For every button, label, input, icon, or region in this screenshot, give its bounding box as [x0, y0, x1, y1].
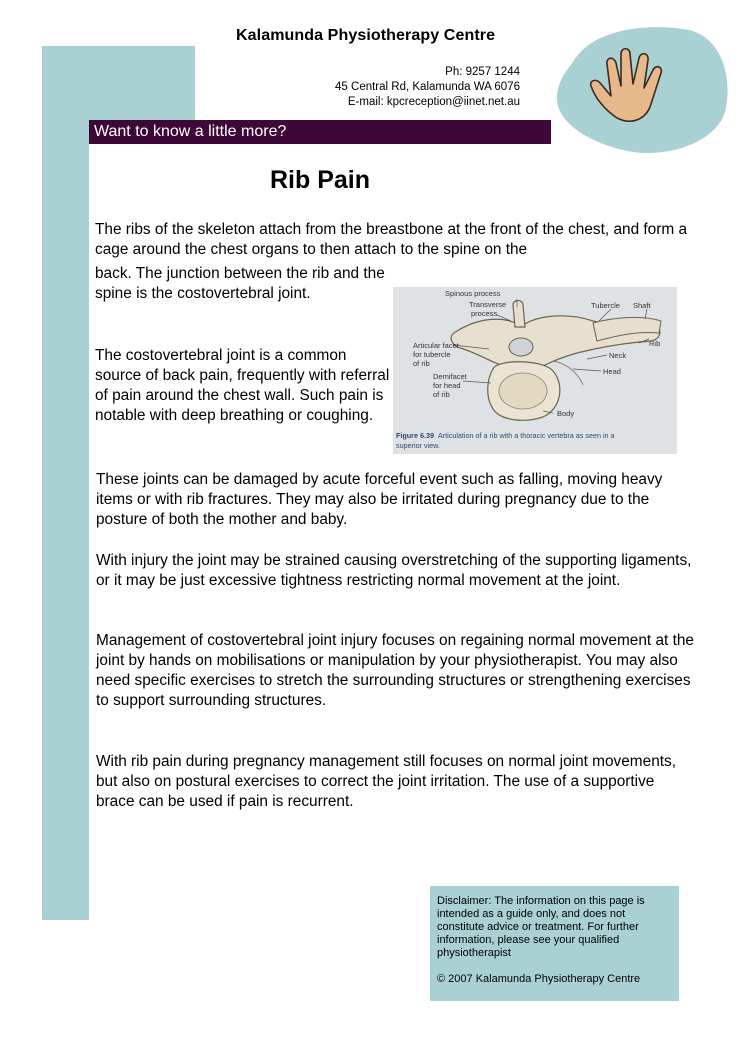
- disclaimer-text: Disclaimer: The information on this page is intended as a guide only, and does not constitute advice or treatment. For further information, please see your qualified physiotherapist: [437, 895, 645, 959]
- svg-text:Figure 6.39Articulation of a r: [396, 431, 615, 440]
- address: 45 Central Rd, Kalamunda WA 6076: [335, 81, 520, 93]
- paragraph-management: Management of costovertebral joint injury focuses on regaining normal movement at the joint by hands on mobilisations or manipulation by your physiotherapist. You may also need specific exercises to stretch the surrounding structures or strengthening exercises to support surrounding structures.: [96, 632, 694, 709]
- label-spinous-process: Spinous process: [445, 289, 501, 298]
- label-head: Head: [603, 367, 621, 376]
- disclaimer-box: [430, 886, 679, 1001]
- top-accent-block: [42, 46, 195, 120]
- label-transverse-1: Transverse: [469, 300, 507, 309]
- label-shaft: Shaft: [633, 301, 651, 310]
- paragraph-pregnancy: With rib pain during pregnancy management still focuses on normal joint movements, but also on postural exercises to correct the joint irritation. The use of a supportive brace can be used if pain is recurrent.: [96, 753, 676, 810]
- figure-caption-number: Figure 6.39: [396, 431, 434, 440]
- label-demifacet-2: for head: [433, 381, 461, 390]
- copyright: © 2007 Kalamunda Physiotherapy Centre: [437, 973, 641, 985]
- label-demifacet-3: of rib: [433, 390, 450, 399]
- label-demifacet-1: Demifacet: [433, 372, 467, 381]
- intro-paragraph: The ribs of the skeleton attach from the breastbone at the front of the chest, and form a cage around the chest organs to then attach to the spine on the: [95, 221, 688, 258]
- label-body: Body: [557, 409, 575, 418]
- figure-caption-text-2: superior view.: [396, 441, 440, 450]
- figure-caption-text: Articulation of a rib with a thoracic vertebra as seen in a: [437, 431, 615, 440]
- paragraph-damage: These joints can be damaged by acute forceful event such as falling, moving heavy items or with rib fractures. They may also be irritated during pregnancy due to the posture of both the mother and baby.: [96, 471, 663, 528]
- hand-logo: [553, 20, 731, 156]
- label-articular-1: Articular facet: [413, 341, 459, 350]
- label-articular-3: of rib: [413, 359, 430, 368]
- vertebra-illustration: [451, 301, 661, 421]
- paragraph-costovertebral: The costovertebral joint is a common source of back pain, frequently with referral of pain around the chest wall. Such pain is notable with deep breathing or coughing.: [95, 347, 390, 424]
- hand-icon: [553, 20, 731, 156]
- paragraph-injury: With injury the joint may be strained causing overstretching of the supporting ligaments, or it may be just excessive tightness restricting normal movement at the joint.: [96, 552, 692, 589]
- phone: Ph: 9257 1244: [445, 66, 520, 78]
- label-neck: Neck: [609, 351, 627, 360]
- clinic-name: Kalamunda Physiotherapy Centre: [236, 27, 496, 44]
- paragraph-junction: back. The junction between the rib and the spine is the costovertebral joint.: [95, 265, 385, 302]
- label-articular-2: for tubercle: [413, 350, 451, 359]
- email: E-mail: kpcreception@iinet.net.au: [347, 96, 520, 108]
- label-tubercle: Tubercle: [591, 301, 620, 310]
- label-transverse-2: process: [471, 309, 498, 318]
- page-title: Rib Pain: [269, 166, 370, 194]
- left-accent-bar: [42, 46, 89, 920]
- vertebra-figure: [393, 287, 677, 454]
- section-banner: Want to know a little more?: [89, 120, 551, 144]
- label-rib: Rib: [649, 339, 661, 348]
- contact-block: [335, 65, 520, 110]
